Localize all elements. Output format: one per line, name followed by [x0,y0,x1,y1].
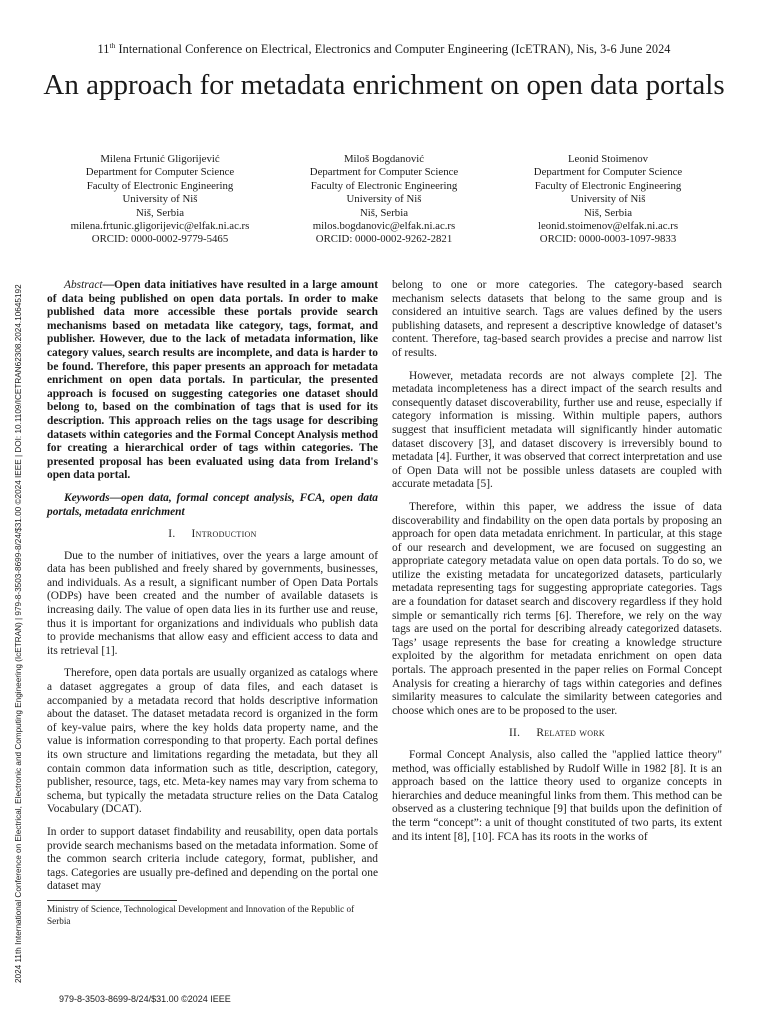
paragraph: Therefore, open data portals are usually organized as catalogs where a dataset aggregates a group of data files, and each dataset is accompanied by a metadata record that holds descriptive information about the dataset. The dataset metadata record is organized in the form of key-value pairs, where the key holds data property name, and the value is information corresponding to that property. Each portal defines its own structure and limitations regarding the metadata, but they all contain common data information such as title, description, category, publisher, resource, tags, etc. Meta-key names may vary from schema to schema, but typically the metadata structure relies on the Data Catalog Vocabulary (DCAT). [47,667,378,816]
author-university: University of Niš [122,193,198,206]
author-department: Department for Computer Science [533,166,683,179]
author-email: milos.bogdanovic@elfak.ni.ac.rs [312,220,456,233]
conference-number-suffix: th [109,41,116,50]
side-doi-text: 2024 11th International Conference on Electrical, Electronic and Computing Engineering (IcETRAN) | 979-8-3503-8699-8/24/$31.00 ©2024 IEEE | DOI: 10.1109/ICETRAN62308.2024.10645192 [14,284,23,983]
left-column [47,279,378,903]
author-department: Department for Computer Science [309,166,459,179]
section-heading-related-work [392,727,722,741]
author-email: milena.frtunic.gligorijevic@elfak.ni.ac.rs [70,220,250,233]
section-number: I. [168,528,176,541]
author-university: University of Niš [346,193,422,206]
paragraph: In order to support dataset findability and reusability, open data portals provide search mechanisms based on the metadata information. Some of the common search criteria include category, format, publisher, and tags. Categories are usually pre-defined and depending on the portal one dataset may [47,825,378,893]
author-city: Niš, Serbia [360,206,408,219]
abstract-text: —Open data initiatives have resulted in a large amount of data being published on open data portals. In order to make published data more accessible these portals provide search mechanisms based on metadata like category, tags, format, and publisher. However, due to the lack of metadata information, like category values, search results are incomplete, and data is harder to be found. Therefore, this paper presents an approach for metadata enrichment on open data portals. In particular, the presented approach is focused on suggesting categories one dataset should belong to, based on the combination of tags that is used for its description. This approach relies on the tags usage for describing datasets within categories and the Formal Concept Analysis method for creating a hierarchical order of tags within categories. The presented proposal has been evaluated using data from Ireland's open data portal. [47,279,378,482]
section-number: II. [508,727,521,740]
author-city: Niš, Serbia [584,206,632,219]
author-name: Milena Frtunić Gligorijević [100,153,220,165]
author-university: University of Niš [570,193,646,206]
page-footer: 979-8-3503-8699-8/24/$31.00 ©2024 IEEE [59,994,231,1004]
keywords-text: —open data, formal concept analysis, FCA, open data portals, metadata enrichment [47,491,378,518]
author-name: Leonid Stoimenov [567,153,649,165]
author-faculty: Faculty of Electronic Engineering [534,179,682,192]
conference-number: 11 [97,42,110,57]
paragraph: belong to one or more categories. The category-based search mechanism selects datasets that belong to the same group and is considered an intuitive search. Tags are values defined by the users publishing datasets, and represent a descriptive knowledge of dataset’s content. Therefore, tag-based search provides a precise and narrow list of results. [392,279,722,359]
author-orcid: ORCID: 0000-0002-9779-5465 [91,233,229,246]
author-orcid: ORCID: 0000-0003-1097-9833 [539,233,677,246]
keywords-label: Keywords [64,491,110,504]
footnote-divider [47,900,177,901]
section-heading-introduction [47,528,378,542]
author-faculty: Faculty of Electronic Engineering [310,179,458,192]
footnote: Ministry of Science, Technological Development and Innovation of the Republic of Serbia [47,904,355,926]
paragraph: Formal Concept Analysis, also called the "applied lattice theory" method, was officially established by Rudolf Wille in 1982 [8]. It is an approach based on the lattice theory used to organize concepts in hierarchies and deduce meaningful links from them. This method can be observed as a clustering technique [9] that builds upon the definition of the term “concept”: a unit of thought constituted of two parts, its extent and its intent [8], [10]. FCA has its roots in the works of [392,749,722,843]
paper-title: An approach for metadata enrichment on open data portals [43,69,725,101]
conference-header [0,41,768,57]
author-email: leonid.stoimenov@elfak.ni.ac.rs [537,220,679,233]
author-name: Miloš Bogdanović [343,153,425,165]
author-city: Niš, Serbia [136,206,184,219]
abstract [47,279,378,483]
keywords [47,492,378,519]
author-2 [272,153,496,247]
paragraph: Therefore, within this paper, we address the issue of data discoverability and findability on the open data portals by proposing an approach for open data metadata enrichment. In particular, at this stage of our research and development, we are focused on suggesting an appropriate category metadata value on open data portals. To do so, we utilize the existing metadata for uncategorized datasets, particularly metadata representing tags for suggesting appropriate categories. Tags are a foundation for dataset search and discovery regardless if they hold simple or semantically rich terms [6]. Therefore, we rely on the way tags are used on the portal for describing already categorized datasets. Tags’ usage represents the base for creating a knowledge structure exploited by the algorithm for metadata enrichment on open data portals. The approach presented in the paper relies on Formal Concept Analysis for creating a hierarchy of tags within categories and defines similarity measures to calculate the similarity between categories and choose which ones are to be proposed to the user. [392,500,722,717]
paragraph: Due to the number of initiatives, over the years a large amount of data has been published and freely shared by governments, businesses, and individuals. As a result, a significant number of Open Data Portals (ODPs) have been created and the number of available datasets is increasing daily. The value of open data lies in its further use and reuse, thus it is important for organizations and individuals who publish data to provide mechanisms that allow easy and efficient access to data and its retrieval [1]. [47,549,378,657]
author-department: Department for Computer Science [85,166,235,179]
conference-name: International Conference on Electrical, Electronics and Computer Engineering (IcETRAN), Nis, 3-6 June 2024 [115,42,671,57]
author-faculty: Faculty of Electronic Engineering [86,179,234,192]
abstract-label: Abstract [64,279,103,291]
author-1 [48,153,272,247]
section-title: Related work [536,727,606,740]
author-orcid: ORCID: 0000-0002-9262-2821 [315,233,453,246]
paragraph: However, metadata records are not always complete [2]. The metadata incompleteness has a direct impact of the search results and consequently dataset discoverability, further use and reuse, especially if category information is missing. Within multiple papers, authors suggest that insufficient metadata will significantly hinder automatic dataset discovery [3], and dataset discovery is irreversibly bound to metadata [4]. Further, it was observed that correct interpretation and use of Open Data will not be possible unless datasets are coupled with accurate metadata [5]. [392,369,722,491]
author-3 [496,153,720,247]
right-column [392,279,722,853]
section-title: Introduction [191,528,257,541]
author-block [48,153,720,247]
